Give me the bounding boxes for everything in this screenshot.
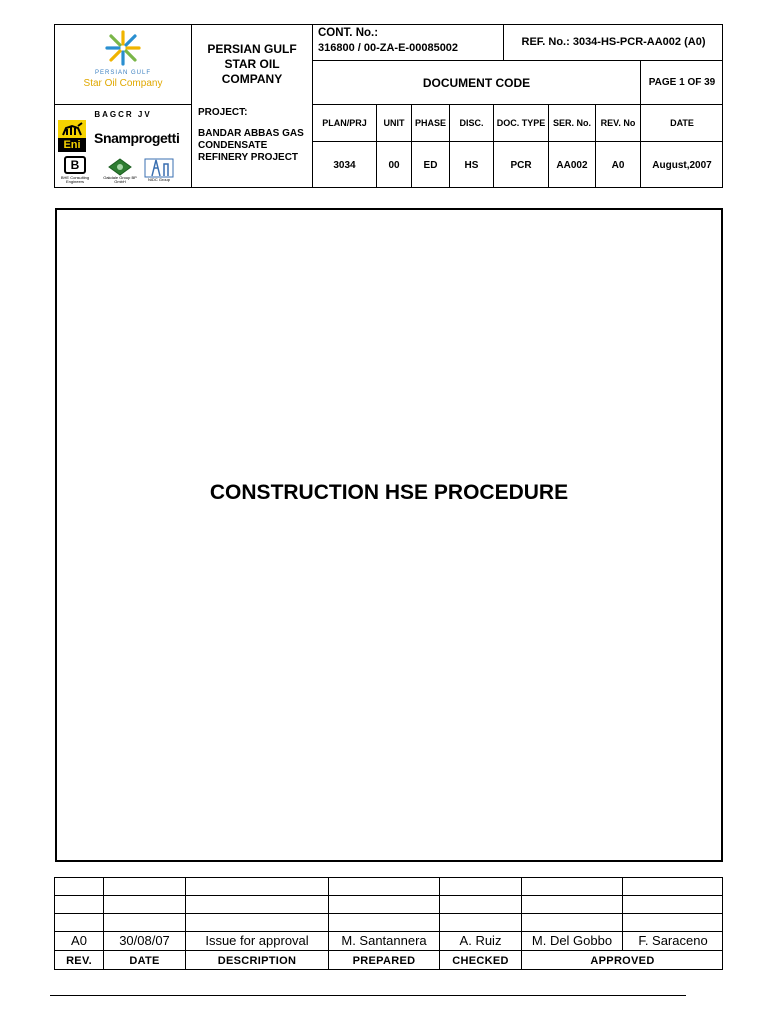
prepared-header: PREPARED (352, 954, 416, 967)
val-plan-prj: 3034 (333, 159, 356, 171)
approved-header: APPROVED (590, 954, 655, 967)
green-logo-caption: Oakdale Group BP GmbH (103, 175, 137, 184)
val-date: August,2007 (652, 159, 712, 171)
eni-logo (58, 120, 86, 152)
consortium-label: BAGCR JV (94, 110, 152, 119)
approved-cell-1: M. Del Gobbo (531, 933, 613, 948)
cont-value: 316800 / 00-ZA-E-00085002 (318, 42, 459, 54)
project-name: BANDAR ABBAS GAS CONDENSATE REFINERY PROJECT (198, 128, 304, 163)
logo-line2: Star Oil Company (83, 78, 163, 89)
company-logo (56, 26, 190, 103)
val-ser-no: AA002 (556, 159, 588, 171)
date-cell: 30/08/07 (119, 933, 170, 948)
b-logo: B (64, 156, 86, 174)
cont-label: CONT. No.: (318, 27, 379, 39)
col-rev-no: REV. No (600, 118, 636, 128)
checked-header: CHECKED (452, 954, 509, 967)
prepared-cell: M. Santannera (341, 933, 427, 948)
col-date: DATE (670, 118, 694, 128)
col-disc: DISC. (459, 118, 484, 128)
col-unit: UNIT (383, 118, 405, 128)
rev-cell: A0 (71, 933, 87, 948)
diamond-icon (108, 158, 132, 176)
approved-cell-2: F. Saraceno (638, 933, 708, 948)
six-legged-dog-icon (58, 120, 86, 140)
val-rev-no: A0 (611, 159, 625, 171)
b-logo-caption: BHE Consulting Engineers (60, 175, 90, 184)
star-burst-icon (56, 26, 190, 103)
checked-cell: A. Ruiz (459, 933, 502, 948)
eni-label: Eni (58, 138, 86, 152)
val-unit: 00 (388, 159, 400, 171)
col-phase: PHASE (414, 118, 446, 128)
col-plan-prj: PLAN/PRJ (322, 118, 367, 128)
date-header: DATE (129, 954, 160, 967)
col-ser-no: SER. No. (552, 118, 591, 128)
project-label: PROJECT: (198, 107, 248, 118)
description-cell: Issue for approval (205, 933, 309, 948)
refinery-tower-icon (144, 156, 174, 178)
description-header: DESCRIPTION (217, 954, 297, 967)
val-disc: HS (464, 159, 479, 171)
val-doc-type: PCR (510, 159, 532, 171)
snamprogetti-label: Snamprogetti (94, 130, 180, 146)
col-doc-type: DOC. TYPE (496, 118, 546, 128)
third-logo-caption: NIDC Group (147, 177, 170, 182)
document-code-label: DOCUMENT CODE (422, 75, 531, 90)
consortium-logos (56, 106, 190, 186)
document-title: CONSTRUCTION HSE PROCEDURE (209, 480, 569, 504)
footer-rule (50, 995, 686, 996)
company-name: PERSIAN GULF STAR OIL COMPANY (207, 41, 297, 86)
logo-line1: PERSIAN GULF (94, 70, 151, 76)
page-indicator: PAGE 1 OF 39 (648, 77, 716, 88)
title-frame (55, 208, 723, 862)
val-phase: ED (423, 159, 438, 171)
ref-number: REF. No.: 3034-HS-PCR-AA002 (A0) (521, 36, 706, 48)
rev-header: REV. (66, 954, 92, 967)
